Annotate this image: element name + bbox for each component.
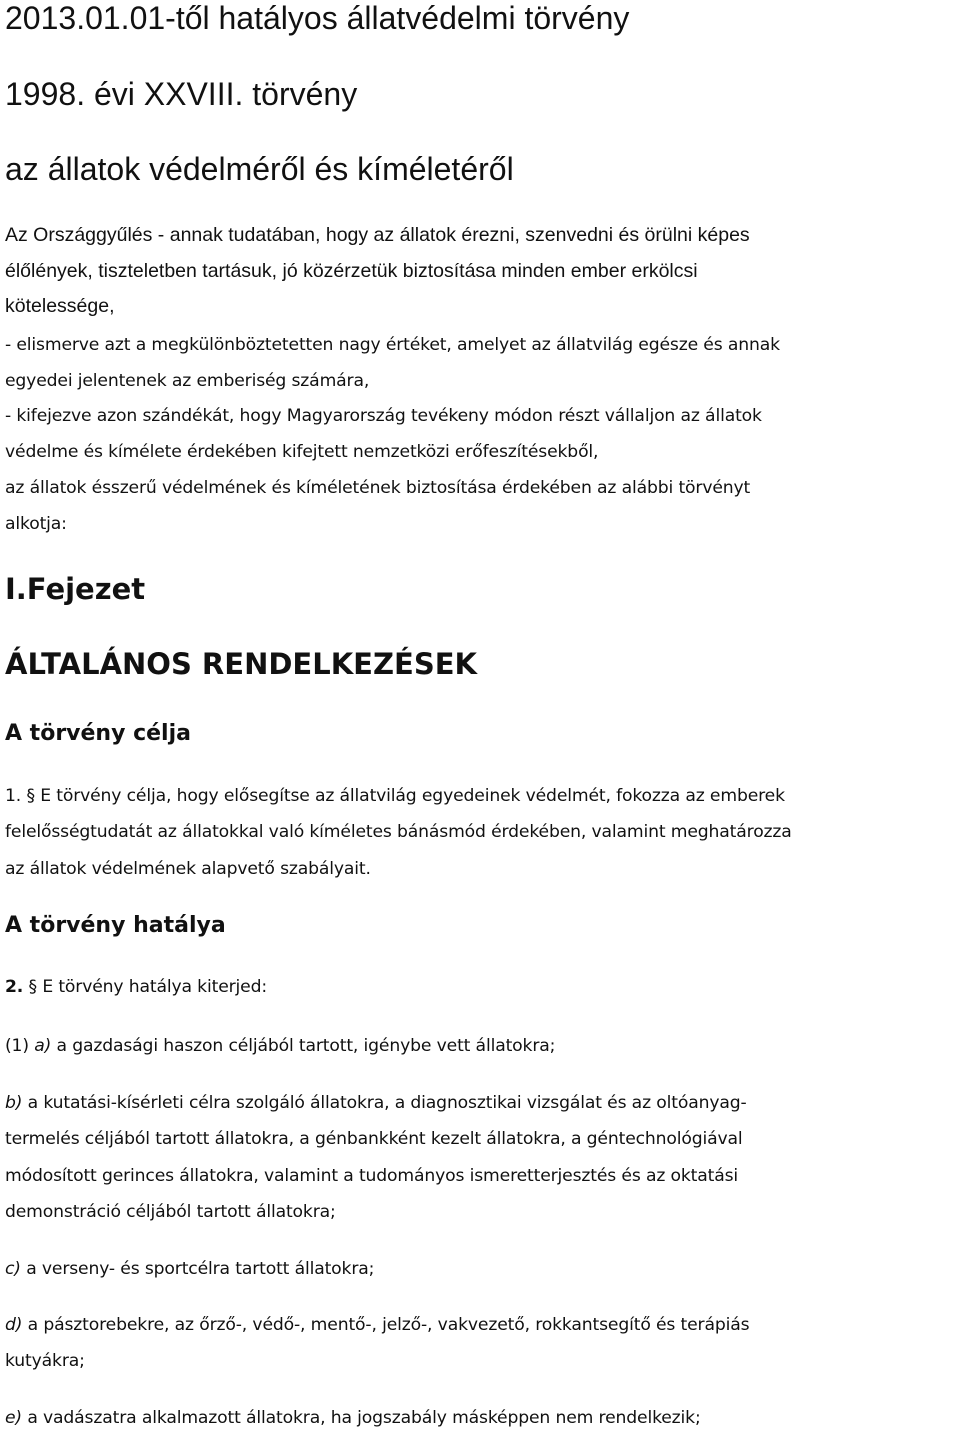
list-item-a: [5, 1028, 555, 1064]
list-item-e: [5, 1400, 701, 1436]
subsection-number: (1): [5, 1036, 29, 1056]
section-2-paragraph: [5, 969, 267, 1005]
preamble-paragraph: [5, 218, 750, 325]
section-number: 2.: [5, 977, 24, 997]
item-letter: d): [5, 1315, 23, 1335]
section-number: 1.: [5, 786, 22, 806]
paragraph-line: demonstráció céljából tartott állatokra;: [5, 1201, 336, 1222]
section-sign-icon: §: [26, 786, 35, 806]
list-item-c: [5, 1251, 374, 1287]
item-text: a pásztorebekre, az őrző-, védő-, mentő-, jelző-, vakvezető, rokkantsegítő és terápiás: [27, 1315, 750, 1335]
paragraph-line: módosított gerinces állatokra, valamint a tudományos ismeretterjesztés és az oktatási: [5, 1165, 739, 1186]
paragraph-line: egyedei jelentenek az emberiség számára,: [5, 371, 370, 392]
list-item-b: [5, 1085, 747, 1230]
law-number-title: 1998. évi XXVIII. törvény: [5, 76, 358, 112]
preamble-kifejezve-paragraph: [5, 398, 762, 471]
preamble-elismerve-paragraph: [5, 327, 780, 400]
law-name-title: az állatok védelméről és kíméletéről: [5, 151, 514, 187]
paragraph-line: [5, 1085, 747, 1121]
preamble-enactment-paragraph: [5, 470, 750, 543]
paragraph-line: termelés céljából tartott állatokra, a génbankként kezelt állatokra, a géntechnológiával: [5, 1129, 743, 1150]
preamble-line: kötelessége,: [5, 295, 115, 317]
preamble-line: élőlények, tiszteletben tartásuk, jó közérzetük biztosítása minden ember erkölcsi: [5, 259, 698, 282]
chapter-title-heading: ÁLTALÁNOS RENDELKEZÉSEK: [5, 647, 477, 681]
item-letter: c): [5, 1259, 21, 1279]
paragraph-line: [5, 1307, 749, 1343]
paragraph-line: [5, 778, 792, 814]
section-text: E törvény célja, hogy elősegítse az állatvilág egyedeinek védelmét, fokozza az emberek: [40, 786, 785, 806]
section-sign-icon: §: [28, 977, 37, 997]
list-item-d: [5, 1307, 749, 1380]
item-text: a gazdasági haszon céljából tartott, igénybe vett állatokra;: [56, 1036, 556, 1056]
paragraph-line: - elismerve azt a megkülönböztetetten nagy értéket, amelyet az állatvilág egésze és annak: [5, 335, 780, 355]
item-text: a kutatási-kísérleti célra szolgáló állatokra, a diagnosztikai vizsgálat és az oltóanyag-: [27, 1093, 747, 1113]
section-text: E törvény hatálya kiterjed:: [42, 977, 267, 997]
paragraph-line: - kifejezve azon szándékát, hogy Magyarország tevékeny módon részt vállaljon az állatok: [5, 406, 762, 426]
section-heading-scope: A törvény hatálya: [5, 913, 226, 938]
paragraph-line: kutyákra;: [5, 1351, 85, 1372]
item-letter: a): [34, 1036, 52, 1056]
paragraph-line: felelősségtudatát az állatokkal való kíméletes bánásmód érdekében, valamint meghatározza: [5, 822, 792, 843]
document-title: 2013.01.01-től hatályos állatvédelmi törvény: [5, 0, 630, 36]
item-letter: b): [5, 1093, 23, 1113]
item-text: a vadászatra alkalmazott állatokra, ha jogszabály másképpen nem rendelkezik;: [27, 1408, 701, 1428]
paragraph-line: az állatok ésszerű védelmének és kíméletének biztosítása érdekében az alábbi törvényt: [5, 478, 751, 498]
paragraph-line: védelme és kímélete érdekében kifejtett nemzetközi erőfeszítésekből,: [5, 442, 599, 463]
chapter-heading: I.Fejezet: [5, 572, 146, 606]
paragraph-line: [5, 1251, 374, 1287]
paragraph-line: [5, 1028, 555, 1064]
paragraph-line: az állatok védelmének alapvető szabályait.: [5, 858, 371, 879]
paragraph-line: alkotja:: [5, 514, 67, 535]
section-heading-purpose: A törvény célja: [5, 721, 191, 746]
item-text: a verseny- és sportcélra tartott állatokra;: [26, 1259, 375, 1279]
paragraph-line: [5, 969, 267, 1005]
preamble-line: Az Országgyűlés - annak tudatában, hogy az állatok érezni, szenvedni és örülni képes: [5, 224, 750, 246]
section-1-paragraph: [5, 778, 792, 887]
paragraph-line: [5, 1400, 701, 1436]
item-letter: e): [5, 1408, 22, 1428]
